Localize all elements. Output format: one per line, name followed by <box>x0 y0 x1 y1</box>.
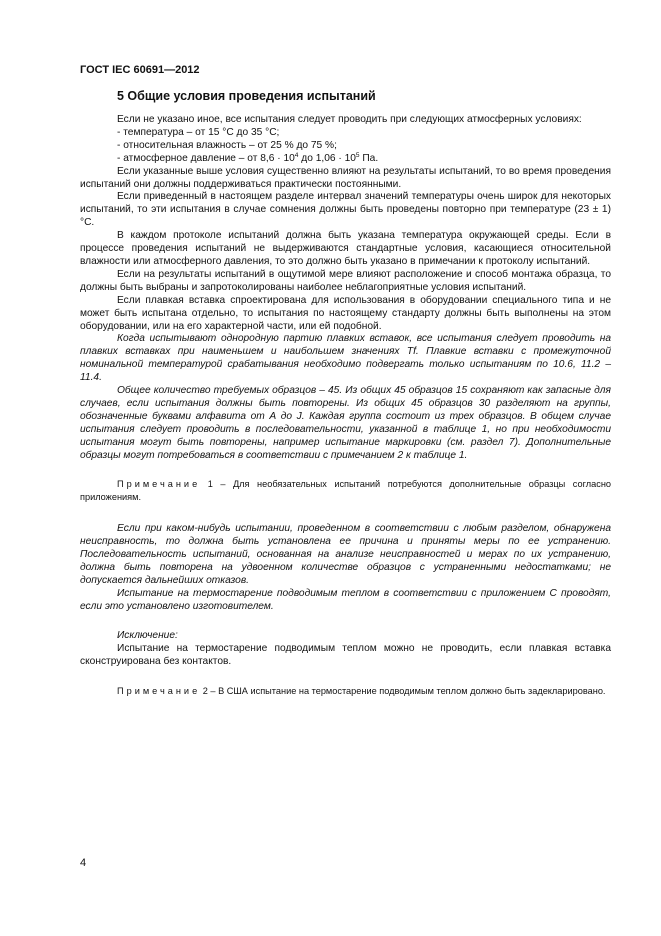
paragraph: Если плавкая вставка спроектирована для использования в оборудовании специального типа и не может быть испытана отдельно, то испытания по настоящему стандарту должны быть выполнены на этом оборудовании, или на его характерной части, или ей подобной. <box>80 294 611 332</box>
document-body <box>80 114 611 697</box>
paragraph-italic: Если при каком-нибудь испытании, проведенном в соответствии с любым разделом, обнаружена неисправность, то должна быть установлена ее причина и приняты меры по ее устранению. Последовательность испытаний, основанная на анализе неисправностей и мерах по их устранению, должна быть повторена на удвоенном количестве образцов с устраненными недостатками; не допускается дальнейших отказов. <box>80 523 611 587</box>
exponent: 5 <box>355 151 360 159</box>
note-text: 2 – В США испытание на термостарение подводимым теплом должно быть задекларировано. <box>200 685 606 696</box>
note-2 <box>80 685 611 698</box>
paragraph: Если не указано иное, все испытания следует проводить при следующих атмосферных условиях: <box>117 114 582 125</box>
paragraph: Испытание на термостарение подводимым теплом можно не проводить, если плавкая вставка сконструирована без контактов. <box>80 642 611 667</box>
list-item: - относительная влажность – от 25 % до 75 %; <box>117 139 337 151</box>
note-label: Примечание <box>117 685 201 696</box>
paragraph-italic: Испытание на термостарение подводимым теплом в соответствии с приложением С проводят, если это установлено изготовителем. <box>80 588 611 612</box>
section-title: 5 Общие условия проведения испытаний <box>117 89 376 103</box>
document-header: ГОСТ IEC 60691—2012 <box>80 64 200 76</box>
exponent: 4 <box>294 151 299 159</box>
paragraph: Если указанные выше условия существенно влияют на результаты испытаний, то во время проведения испытаний они должны поддерживаться практически постоянными. <box>80 165 611 190</box>
list-item: - температура – от 15 °С до 35 °С; <box>117 126 280 138</box>
list-text: до 1,06 · 10 <box>298 152 356 164</box>
list-item <box>80 153 611 166</box>
list-text: - атмосферное давление – от 8,6 · 10 <box>117 152 295 164</box>
note-label: Примечание <box>117 479 201 490</box>
paragraph: Если приведенный в настоящем разделе интервал значений температуры очень широк для некоторых испытаний, то эти испытания в случае сомнения должны быть проведены повторно при температуре (23 ± 1) °С. <box>80 191 611 229</box>
list-text: Па. <box>359 152 379 164</box>
paragraph: Если на результаты испытаний в ощутимой мере влияют расположение и способ монтажа образца, то должны быть выбраны и запротоколированы наиболее неблагоприятные условия испытаний. <box>80 268 611 293</box>
exception-label: Исключение: <box>117 629 178 641</box>
paragraph-italic: Когда испытывают однородную партию плавких вставок, все испытания следует проводить на плавких вставках при наименьшем и наибольшем значениях Tf. Плавкие вставки с промежуточной номинальной температурой срабатывания необходимо подвергать только испытаниям по 10.6, 11.2 – 11.4. <box>80 333 611 384</box>
paragraph: В каждом протоколе испытаний должна быть указана температура окружающей среды. Если в процессе проведения испытаний не выдерживаются стандартные условия, касающиеся относительной влажности или атмосферного давления, то это должно быть указано в примечании к протоколу испытаний. <box>80 230 611 267</box>
note-text: 1 – Для необязательных испытаний потребуются дополнительные образцы согласно приложениям. <box>80 479 611 502</box>
paragraph-italic: Общее количество требуемых образцов – 45. Из общих 45 образцов 15 сохраняют как запасные для случаев, если испытания должны быть повторены. Из общих 45 образцов 30 разделяют на группы, обозначенные буквами алфавита от А до J. Каждая группа состоит из трех образцов. В общем случае испытания следует проводить в последовательности, указанной в таблице 1, но при необходимости испытания могут быть повторены, например испытание маркировки (см. раздел 7). Дополнительные образцы могут потребоваться в соответствии с примечанием 2 к таблице 1. <box>80 385 611 461</box>
page-number: 4 <box>80 857 87 869</box>
note-1 <box>80 478 611 503</box>
